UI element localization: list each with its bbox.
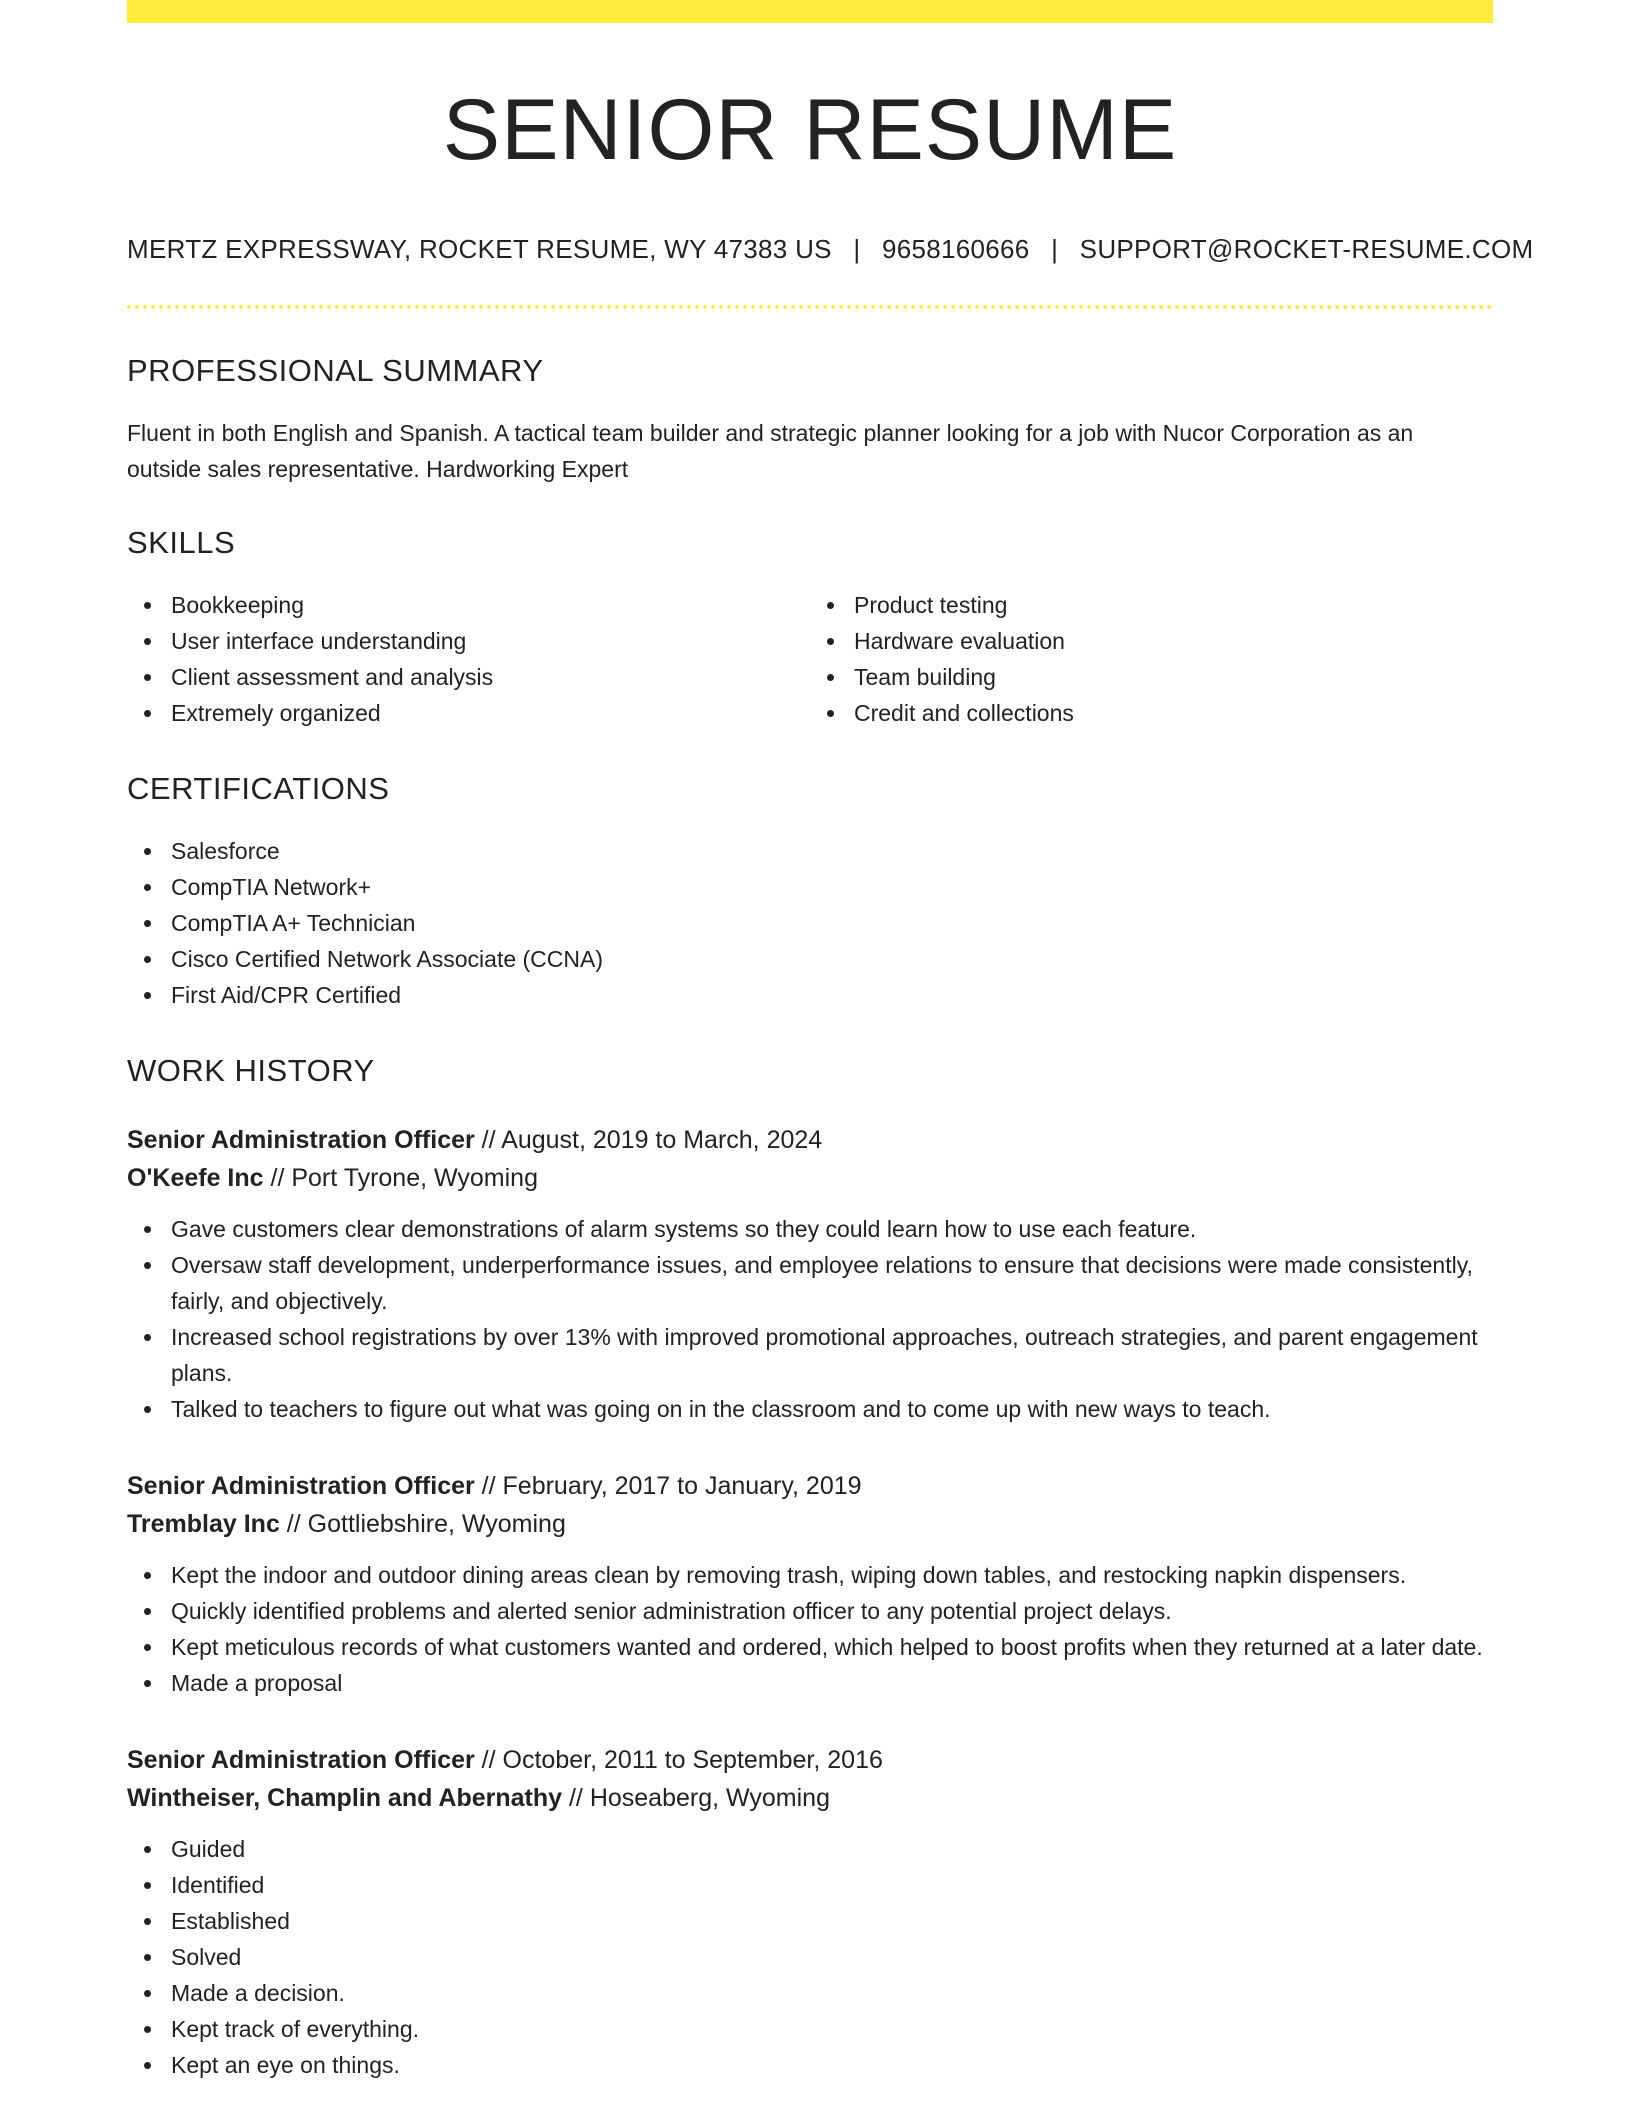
section-heading-summary: PROFESSIONAL SUMMARY bbox=[127, 352, 544, 388]
skill-item: Client assessment and analysis bbox=[171, 659, 810, 695]
contact-line bbox=[127, 233, 1534, 265]
skill-item: Credit and collections bbox=[854, 695, 1493, 731]
certifications-list bbox=[127, 833, 1493, 1013]
job-location: // Port Tyrone, Wyoming bbox=[263, 1163, 538, 1192]
summary-text: Fluent in both English and Spanish. A tactical team builder and strategic planner looking for a job with Nucor Corporation as an outside sales representative. Hardworking Expert bbox=[127, 419, 1414, 482]
certification-item: CompTIA A+ Technician bbox=[171, 905, 1493, 941]
job-company-line bbox=[127, 1779, 1493, 1817]
job-dates: // February, 2017 to January, 2019 bbox=[474, 1471, 862, 1500]
job-location: // Hoseaberg, Wyoming bbox=[562, 1783, 830, 1812]
skills-list-right bbox=[810, 587, 1493, 731]
job-dates: // August, 2019 to March, 2024 bbox=[474, 1125, 823, 1154]
skill-item: User interface understanding bbox=[171, 623, 810, 659]
contact-separator: | bbox=[1051, 233, 1059, 264]
job-company-line bbox=[127, 1159, 1493, 1197]
skills-columns bbox=[127, 587, 1493, 731]
job-bullet: Oversaw staff development, underperformance issues, and employee relations to ensure that decisions were made consistently, fairly, and objectively. bbox=[171, 1247, 1493, 1319]
job-bullet-list bbox=[127, 1831, 1493, 2083]
skills-list-left bbox=[127, 587, 810, 731]
skill-item: Extremely organized bbox=[171, 695, 810, 731]
job-title: Senior Administration Officer bbox=[127, 1745, 475, 1774]
certification-item: Cisco Certified Network Associate (CCNA) bbox=[171, 941, 1493, 977]
job-bullet-list bbox=[127, 1557, 1493, 1701]
contact-separator: | bbox=[853, 233, 861, 264]
job-entry bbox=[127, 1121, 1493, 1427]
resume-title: SENIOR RESUME bbox=[442, 82, 1178, 178]
skill-item: Hardware evaluation bbox=[854, 623, 1493, 659]
job-bullet: Gave customers clear demonstrations of alarm systems so they could learn how to use each feature. bbox=[171, 1211, 1493, 1247]
skill-item: Bookkeeping bbox=[171, 587, 810, 623]
job-company: Wintheiser, Champlin and Abernathy bbox=[127, 1783, 563, 1812]
job-entry bbox=[127, 1741, 1493, 2083]
job-bullet: Kept meticulous records of what customers wanted and ordered, which helped to boost profits when they returned at a later date. bbox=[171, 1629, 1493, 1665]
job-bullet: Guided bbox=[171, 1831, 1493, 1867]
job-bullet: Kept an eye on things. bbox=[171, 2047, 1493, 2083]
job-company-line bbox=[127, 1505, 1493, 1543]
section-heading-skills: SKILLS bbox=[127, 524, 236, 560]
certifications-section bbox=[127, 771, 1493, 1013]
job-bullet: Made a decision. bbox=[171, 1975, 1493, 2011]
job-bullet: Kept track of everything. bbox=[171, 2011, 1493, 2047]
job-bullet: Increased school registrations by over 13% with improved promotional approaches, outreach strategies, and parent engagement plans. bbox=[171, 1319, 1493, 1391]
job-bullet: Solved bbox=[171, 1939, 1493, 1975]
job-dates: // October, 2011 to September, 2016 bbox=[474, 1745, 883, 1774]
accent-top-bar bbox=[127, 0, 1493, 23]
job-title: Senior Administration Officer bbox=[127, 1471, 475, 1500]
job-title: Senior Administration Officer bbox=[127, 1125, 475, 1154]
job-title-line bbox=[127, 1741, 1493, 1779]
job-bullet: Made a proposal bbox=[171, 1665, 1493, 1701]
job-title-line bbox=[127, 1467, 1493, 1505]
skills-section bbox=[127, 525, 1493, 731]
job-bullet: Quickly identified problems and alerted senior administration officer to any potential project delays. bbox=[171, 1593, 1493, 1629]
contact-phone: 9658160666 bbox=[881, 233, 1030, 264]
job-bullet: Established bbox=[171, 1903, 1493, 1939]
professional-summary-section bbox=[127, 353, 1493, 487]
certification-item: CompTIA Network+ bbox=[171, 869, 1493, 905]
job-bullet: Talked to teachers to figure out what was going on in the classroom and to come up with new ways to teach. bbox=[171, 1391, 1493, 1427]
skill-item: Team building bbox=[854, 659, 1493, 695]
job-bullet: Identified bbox=[171, 1867, 1493, 1903]
job-title-line bbox=[127, 1121, 1493, 1159]
certification-item: Salesforce bbox=[171, 833, 1493, 869]
work-history-section bbox=[127, 1053, 1493, 2083]
section-heading-work-history: WORK HISTORY bbox=[127, 1052, 375, 1088]
job-bullet: Kept the indoor and outdoor dining areas clean by removing trash, wiping down tables, and restocking napkin dispensers. bbox=[171, 1557, 1493, 1593]
job-entry bbox=[127, 1467, 1493, 1701]
job-company: O'Keefe Inc bbox=[127, 1163, 264, 1192]
contact-email: SUPPORT@ROCKET-RESUME.COM bbox=[1079, 233, 1534, 264]
job-bullet-list bbox=[127, 1211, 1493, 1427]
contact-address: MERTZ EXPRESSWAY, ROCKET RESUME, WY 47383 US bbox=[127, 233, 832, 264]
skill-item: Product testing bbox=[854, 587, 1493, 623]
job-location: // Gottliebshire, Wyoming bbox=[279, 1509, 566, 1538]
resume-page bbox=[127, 0, 1534, 2083]
section-heading-certifications: CERTIFICATIONS bbox=[127, 770, 390, 806]
job-company: Tremblay Inc bbox=[127, 1509, 280, 1538]
dotted-divider bbox=[127, 305, 1493, 309]
certification-item: First Aid/CPR Certified bbox=[171, 977, 1493, 1013]
